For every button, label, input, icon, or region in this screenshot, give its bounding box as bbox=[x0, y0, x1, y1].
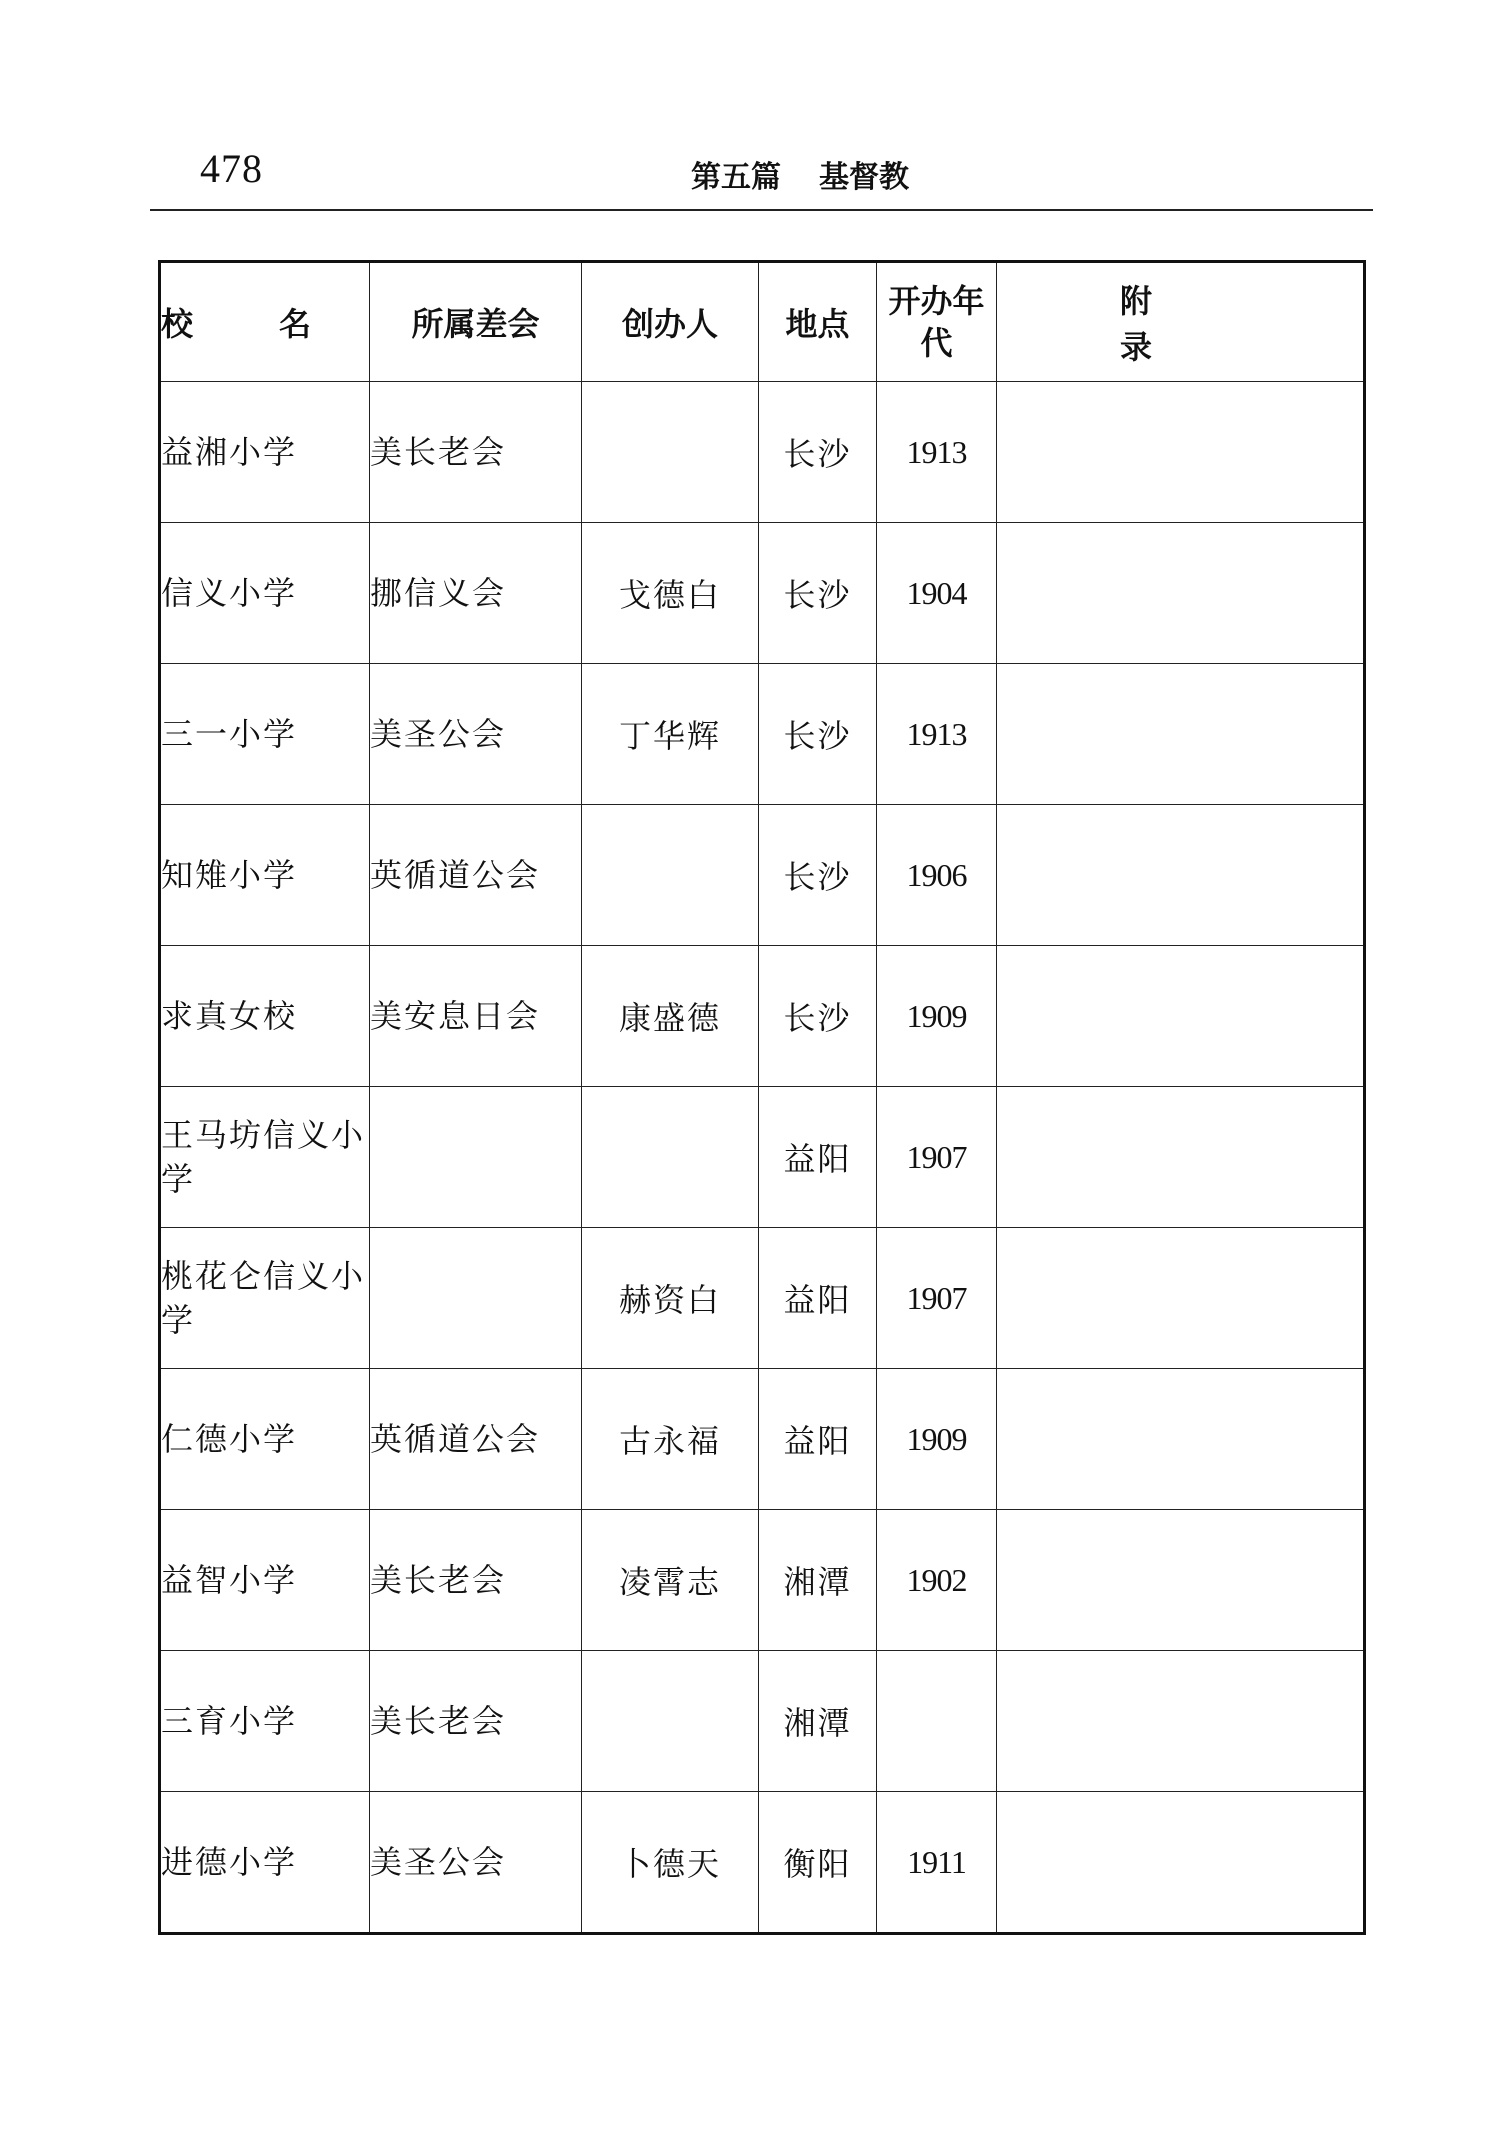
location-cell: 衡阳 bbox=[759, 1792, 877, 1934]
header-founder: 创办人 bbox=[582, 262, 759, 382]
location-cell: 益阳 bbox=[759, 1228, 877, 1369]
location-cell: 长沙 bbox=[759, 664, 877, 805]
school-name-cell: 王马坊信义小学 bbox=[160, 1087, 370, 1228]
school-name-cell: 知雉小学 bbox=[160, 805, 370, 946]
notes-cell bbox=[997, 1792, 1365, 1934]
school-name-cell: 桃花仑信义小学 bbox=[160, 1228, 370, 1369]
founder-cell bbox=[582, 382, 759, 523]
location-cell: 长沙 bbox=[759, 523, 877, 664]
mission-board-cell: 美圣公会 bbox=[370, 1792, 582, 1934]
founder-cell bbox=[582, 805, 759, 946]
founder-cell: 戈德白 bbox=[582, 523, 759, 664]
running-head bbox=[0, 152, 1500, 196]
notes-cell bbox=[997, 1087, 1365, 1228]
location-cell: 长沙 bbox=[759, 946, 877, 1087]
mission-board-cell: 美长老会 bbox=[370, 1651, 582, 1792]
header-location: 地点 bbox=[759, 262, 877, 382]
founding-year-cell: 1907 bbox=[877, 1087, 997, 1228]
location-cell: 湘潭 bbox=[759, 1510, 877, 1651]
mission-board-cell: 美长老会 bbox=[370, 382, 582, 523]
location-cell: 长沙 bbox=[759, 805, 877, 946]
page-number: 478 bbox=[200, 146, 263, 191]
table-row bbox=[160, 382, 1365, 523]
location-cell: 长沙 bbox=[759, 382, 877, 523]
founder-cell: 康盛德 bbox=[582, 946, 759, 1087]
founding-year-cell: 1911 bbox=[877, 1792, 997, 1934]
header-rule bbox=[150, 209, 1373, 211]
school-name-cell: 求真女校 bbox=[160, 946, 370, 1087]
table-row bbox=[160, 805, 1365, 946]
notes-cell bbox=[997, 523, 1365, 664]
table-row bbox=[160, 1510, 1365, 1651]
header-school-name: 校 名 bbox=[160, 262, 370, 382]
founding-year-cell: 1907 bbox=[877, 1228, 997, 1369]
school-name-cell: 三育小学 bbox=[160, 1651, 370, 1792]
header-founding-year: 开办年代 bbox=[877, 262, 997, 382]
table-row bbox=[160, 1792, 1365, 1934]
founder-cell: 赫资白 bbox=[582, 1228, 759, 1369]
mission-board-cell bbox=[370, 1087, 582, 1228]
founding-year-cell: 1904 bbox=[877, 523, 997, 664]
founder-cell: 丁华辉 bbox=[582, 664, 759, 805]
mission-board-cell: 美安息日会 bbox=[370, 946, 582, 1087]
notes-cell bbox=[997, 1228, 1365, 1369]
notes-cell bbox=[997, 1369, 1365, 1510]
founder-cell: 凌霄志 bbox=[582, 1510, 759, 1651]
notes-cell bbox=[997, 946, 1365, 1087]
header-notes: 附 录 bbox=[997, 262, 1365, 382]
table-row bbox=[160, 1087, 1365, 1228]
founder-cell bbox=[582, 1651, 759, 1792]
school-name-cell: 进德小学 bbox=[160, 1792, 370, 1934]
chapter-title: 基督教 bbox=[819, 160, 909, 195]
schools-table bbox=[158, 260, 1366, 1935]
notes-cell bbox=[997, 382, 1365, 523]
notes-cell bbox=[997, 664, 1365, 805]
section-title: 第五篇 bbox=[691, 160, 781, 195]
founding-year-cell: 1906 bbox=[877, 805, 997, 946]
notes-cell bbox=[997, 1510, 1365, 1651]
mission-board-cell: 英循道公会 bbox=[370, 1369, 582, 1510]
school-name-cell: 信义小学 bbox=[160, 523, 370, 664]
mission-board-cell: 美长老会 bbox=[370, 1510, 582, 1651]
location-cell: 湘潭 bbox=[759, 1651, 877, 1792]
founding-year-cell bbox=[877, 1651, 997, 1792]
founding-year-cell: 1909 bbox=[877, 1369, 997, 1510]
school-name-cell: 仁德小学 bbox=[160, 1369, 370, 1510]
table-row bbox=[160, 1369, 1365, 1510]
founding-year-cell: 1902 bbox=[877, 1510, 997, 1651]
table-row bbox=[160, 1228, 1365, 1369]
school-name-cell: 益湘小学 bbox=[160, 382, 370, 523]
notes-cell bbox=[997, 805, 1365, 946]
table-row bbox=[160, 523, 1365, 664]
table-row bbox=[160, 1651, 1365, 1792]
school-name-cell: 三一小学 bbox=[160, 664, 370, 805]
location-cell: 益阳 bbox=[759, 1369, 877, 1510]
founding-year-cell: 1909 bbox=[877, 946, 997, 1087]
mission-board-cell: 英循道公会 bbox=[370, 805, 582, 946]
table-row bbox=[160, 946, 1365, 1087]
mission-board-cell: 美圣公会 bbox=[370, 664, 582, 805]
founder-cell: 卜德天 bbox=[582, 1792, 759, 1934]
mission-board-cell bbox=[370, 1228, 582, 1369]
mission-board-cell: 挪信义会 bbox=[370, 523, 582, 664]
school-name-cell: 益智小学 bbox=[160, 1510, 370, 1651]
founder-cell bbox=[582, 1087, 759, 1228]
founder-cell: 古永福 bbox=[582, 1369, 759, 1510]
table-row bbox=[160, 664, 1365, 805]
founding-year-cell: 1913 bbox=[877, 664, 997, 805]
founding-year-cell: 1913 bbox=[877, 382, 997, 523]
table-header-row bbox=[160, 262, 1365, 382]
header-mission-board: 所属差会 bbox=[370, 262, 582, 382]
location-cell: 益阳 bbox=[759, 1087, 877, 1228]
notes-cell bbox=[997, 1651, 1365, 1792]
